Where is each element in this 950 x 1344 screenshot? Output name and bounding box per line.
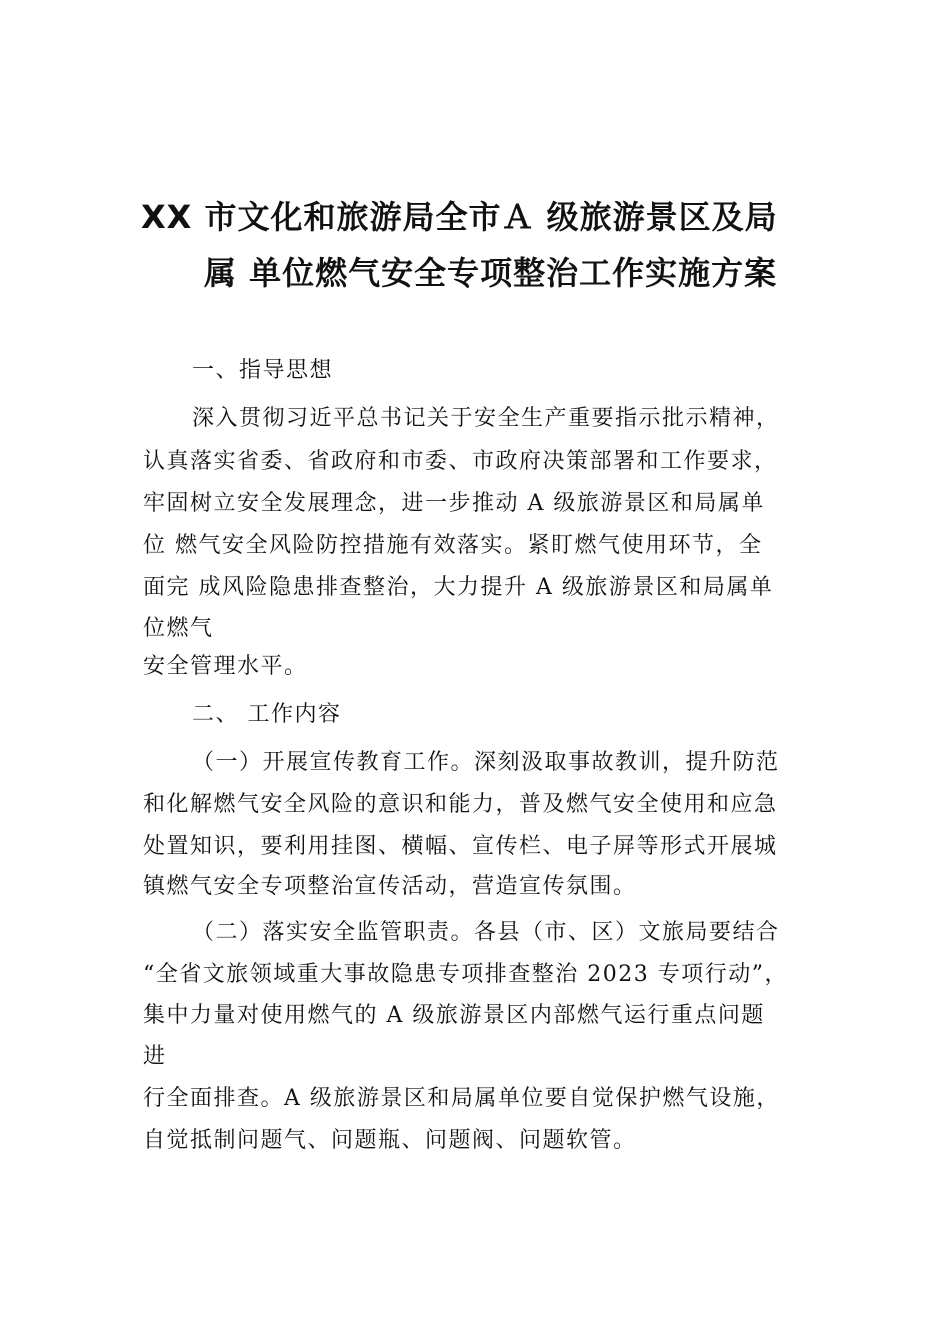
paragraph-line: 自觉抵制问题气、问题瓶、问题阀、问题软管。 bbox=[143, 1128, 637, 1153]
paragraph-line: 认真落实省委、省政府和市委、市政府决策部署和工作要求， bbox=[143, 449, 778, 474]
title-line-2: 属 单位燃气安全专项整治工作实施方案 bbox=[204, 254, 778, 292]
paragraph-line: 深入贯彻习近平总书记关于安全生产重要指示批示精神， bbox=[192, 406, 780, 431]
paragraph-line: 位燃气 bbox=[143, 616, 214, 641]
paragraph-line: “全省文旅领域重大事故隐患专项排查整治 2023 专项行动”， bbox=[143, 962, 788, 987]
section-heading-guiding-thought: 一、指导思想 bbox=[192, 358, 334, 383]
paragraph-line: 位 燃气安全风险防控措施有效落实。紧盯燃气使用环节，全 bbox=[143, 533, 763, 558]
paragraph-line: 进 bbox=[143, 1044, 167, 1069]
section-heading-work-content: 二、 工作内容 bbox=[192, 702, 342, 727]
paragraph-line: 安全管理水平。 bbox=[143, 654, 308, 679]
paragraph-line: 行全面排查。A 级旅游景区和局属单位要自觉保护燃气设施， bbox=[143, 1086, 780, 1111]
paragraph-line: （一）开展宣传教育工作。深刻汲取事故教训，提升防范 bbox=[192, 750, 780, 775]
paragraph-line: 镇燃气安全专项整治宣传活动，营造宣传氛围。 bbox=[143, 874, 637, 899]
paragraph-line: 和化解燃气安全风险的意识和能力，普及燃气安全使用和应急 bbox=[143, 792, 778, 817]
paragraph-line: 牢固树立安全发展理念，进一步推动 A 级旅游景区和局属单 bbox=[143, 491, 765, 516]
title-line-1: XX 市文化和旅游局全市Ａ 级旅游景区及局 bbox=[141, 198, 778, 236]
paragraph-line: 集中力量对使用燃气的 A 级旅游景区内部燃气运行重点问题 bbox=[143, 1003, 765, 1028]
paragraph-line: 处置知识，要利用挂图、横幅、宣传栏、电子屏等形式开展城 bbox=[143, 834, 778, 859]
paragraph-line: （二）落实安全监管职责。各县（市、区）文旅局要结合 bbox=[192, 920, 780, 945]
paragraph-line: 面完 成风险隐患排查整治，大力提升 A 级旅游景区和局属单 bbox=[143, 575, 774, 600]
